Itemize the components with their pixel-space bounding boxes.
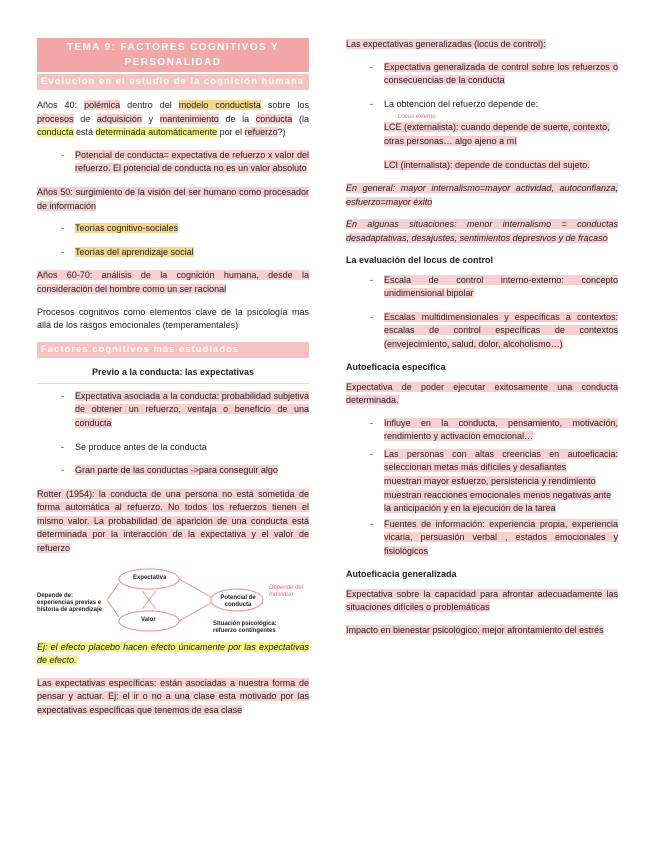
bullet-teorias-cognitivo: - Teorías cognitivo-sociales	[61, 223, 179, 234]
bullet-fuentes: - Fuentes de información: experiencia propia, experiencia vicaria, persuasión verbal , estados emocionales y fisiológicos	[370, 518, 618, 557]
bullet-expectativa-generalizada: - Expectativa generalizada de control sobre los refuerzos o consecuencias de la conducta	[370, 61, 618, 86]
section-factores: Factores cognitivos más estudiados	[37, 342, 309, 358]
line-reacciones: muestran reacciones emocionales menos negativas ante la anticipación y en la ejecución de la tarea	[384, 489, 612, 514]
bullet-potencial: - Potencial de conducta= expectativa de refuerzo x valor del refuerzo. El potencial de conducta no es un valor absoluto	[61, 149, 309, 174]
handnote-locus: Locus externo	[398, 114, 436, 121]
diagram-potencial: Potencial de conducta	[220, 594, 256, 608]
bullet-teorias-aprendizaje: - Teorías del aprendizaje social	[61, 246, 194, 257]
paragraph-procesos: Procesos cognitivos como elementos clave de la psicología más allá de los rasgos emocionales (temperamentales)	[37, 306, 309, 331]
paragraph-algunas: En algunas situaciones: menor internalismo = conductas desadaptativas, desajustes, sentimientos depresivos y de fracaso	[346, 219, 618, 243]
bullet-obtencion: - La obtención del refuerzo depende de:	[370, 98, 539, 109]
diagram-situacion: Situación psicológica: refuerzo contingentes	[213, 620, 277, 634]
paragraph-lce: Locus externo LCE (externalista): cuando depende de suerte, contexto, otras personas… algo ajeno a mí	[346, 121, 618, 148]
paragraph-placebo: Ej: el efecto placebo hacen efecto únicamente por las expectativas de efecto.	[37, 641, 309, 666]
line-mayor-esfuerzo: muestran mayor esfuerzo, persistencia y rendimiento	[384, 476, 596, 487]
diagram-handnote: Depende del Individuo	[269, 584, 304, 598]
paragraph-especificas: Las expectativas específicas: están asociadas a nuestra forma de pensar y actuar. Ej: el ir o no a una clase esta motivado por las expectativas específicas que tenemos de esa clase	[37, 677, 309, 716]
bullet-influye: - Influye en la conducta, pensamiento, motivación, rendimiento y activación emocional…	[370, 417, 618, 442]
bullet-altas-creencias: - Las personas con altas creencias en autoeficacia: seleccionan metas más difíciles y desafiantes	[370, 448, 618, 473]
heading-autoeficacia-generalizada: Autoeficacia generalizada	[346, 568, 457, 579]
right-column	[346, 38, 618, 646]
bullet-escala-control: - Escala de control interno-externo: concepto unidimensional bipolar	[370, 274, 618, 299]
bullet-expectativa-asociada: - Expectativa asociada a la conducta: probabilidad subjetiva de obtener un refuerzo, ventaja o beneficio de una conducta	[61, 390, 309, 428]
section-evolucion: Evolución en el estudio de la cognición humana	[37, 74, 309, 90]
diagram-expectativa: Expectativa	[133, 574, 167, 581]
heading-evaluacion: La evaluación del locus de control	[346, 254, 494, 265]
paragraph-en-general: En general: mayor internalismo=mayor actividad, autoconfianza, esfuerzo=mayor éxito	[346, 183, 618, 207]
paragraph-autoeficacia-generalizada: Expectativa sobre la capacidad para afrontar adecuadamente las situaciones difíciles o problemáticas	[346, 588, 618, 613]
page-title: TEMA 9: FACTORES COGNITIVOS Y PERSONALIDAD	[37, 38, 309, 72]
paragraph-anios-40: Años 40: polémica dentro del modelo conductista sobre los procesos de adquisición y mantenimiento de la conducta (la conducta está determinada automáticamente por el refuerzo?)	[37, 100, 309, 138]
paragraph-autoeficacia-especifica: Expectativa de poder ejecutar exitosamente una conducta determinada.	[346, 381, 618, 406]
heading-previo: Previo a la conducta: las expectativas	[91, 366, 255, 377]
bullet-gran-parte: - Gran parte de las conductas ->para conseguir algo	[61, 465, 278, 476]
diagram-depende: Depende de: experiencias previas e historia de aprendizaje	[37, 592, 103, 613]
left-column	[37, 38, 309, 727]
paragraph-lci: LCI (internalista): depende de conductas del sujeto.	[384, 159, 590, 170]
paragraph-impacto: Impacto en bienestar psicológico: mejor afrontamiento del estrés	[346, 624, 604, 635]
rotter-diagram	[37, 565, 309, 635]
paragraph-generalizadas: Las expectativas generalizadas (locus de control):	[346, 39, 546, 49]
paragraph-anios-60: Años 60-70: análisis de la cognición humana, desde la consideración del hombre como un ser racional	[37, 270, 309, 294]
diagram-valor: Valor	[141, 616, 156, 623]
paragraph-rotter: Rotter (1954): la conducta de una persona no está sometida de forma automática al refuerzo. No todos los refuerzos tienen el mismo valor. La probabilidad de aparición de una conducta está determinada por la interacción de la expectativa y el valor de refuerzo	[37, 488, 309, 554]
bullet-escalas-multi: - Escalas multidimensionales y específicas a contextos: escalas de control específicas de contextos (envejecimiento, salud, dolor, alcoholismo…)	[370, 311, 618, 349]
paragraph-anios-50: Años 50: surgimiento de la visión del ser humano como procesador de información	[37, 186, 309, 211]
bullet-se-produce: - Se produce antes de la conducta	[61, 441, 207, 452]
heading-autoeficacia-especifica: Autoeficacia específica	[346, 361, 446, 372]
divider	[37, 383, 309, 384]
